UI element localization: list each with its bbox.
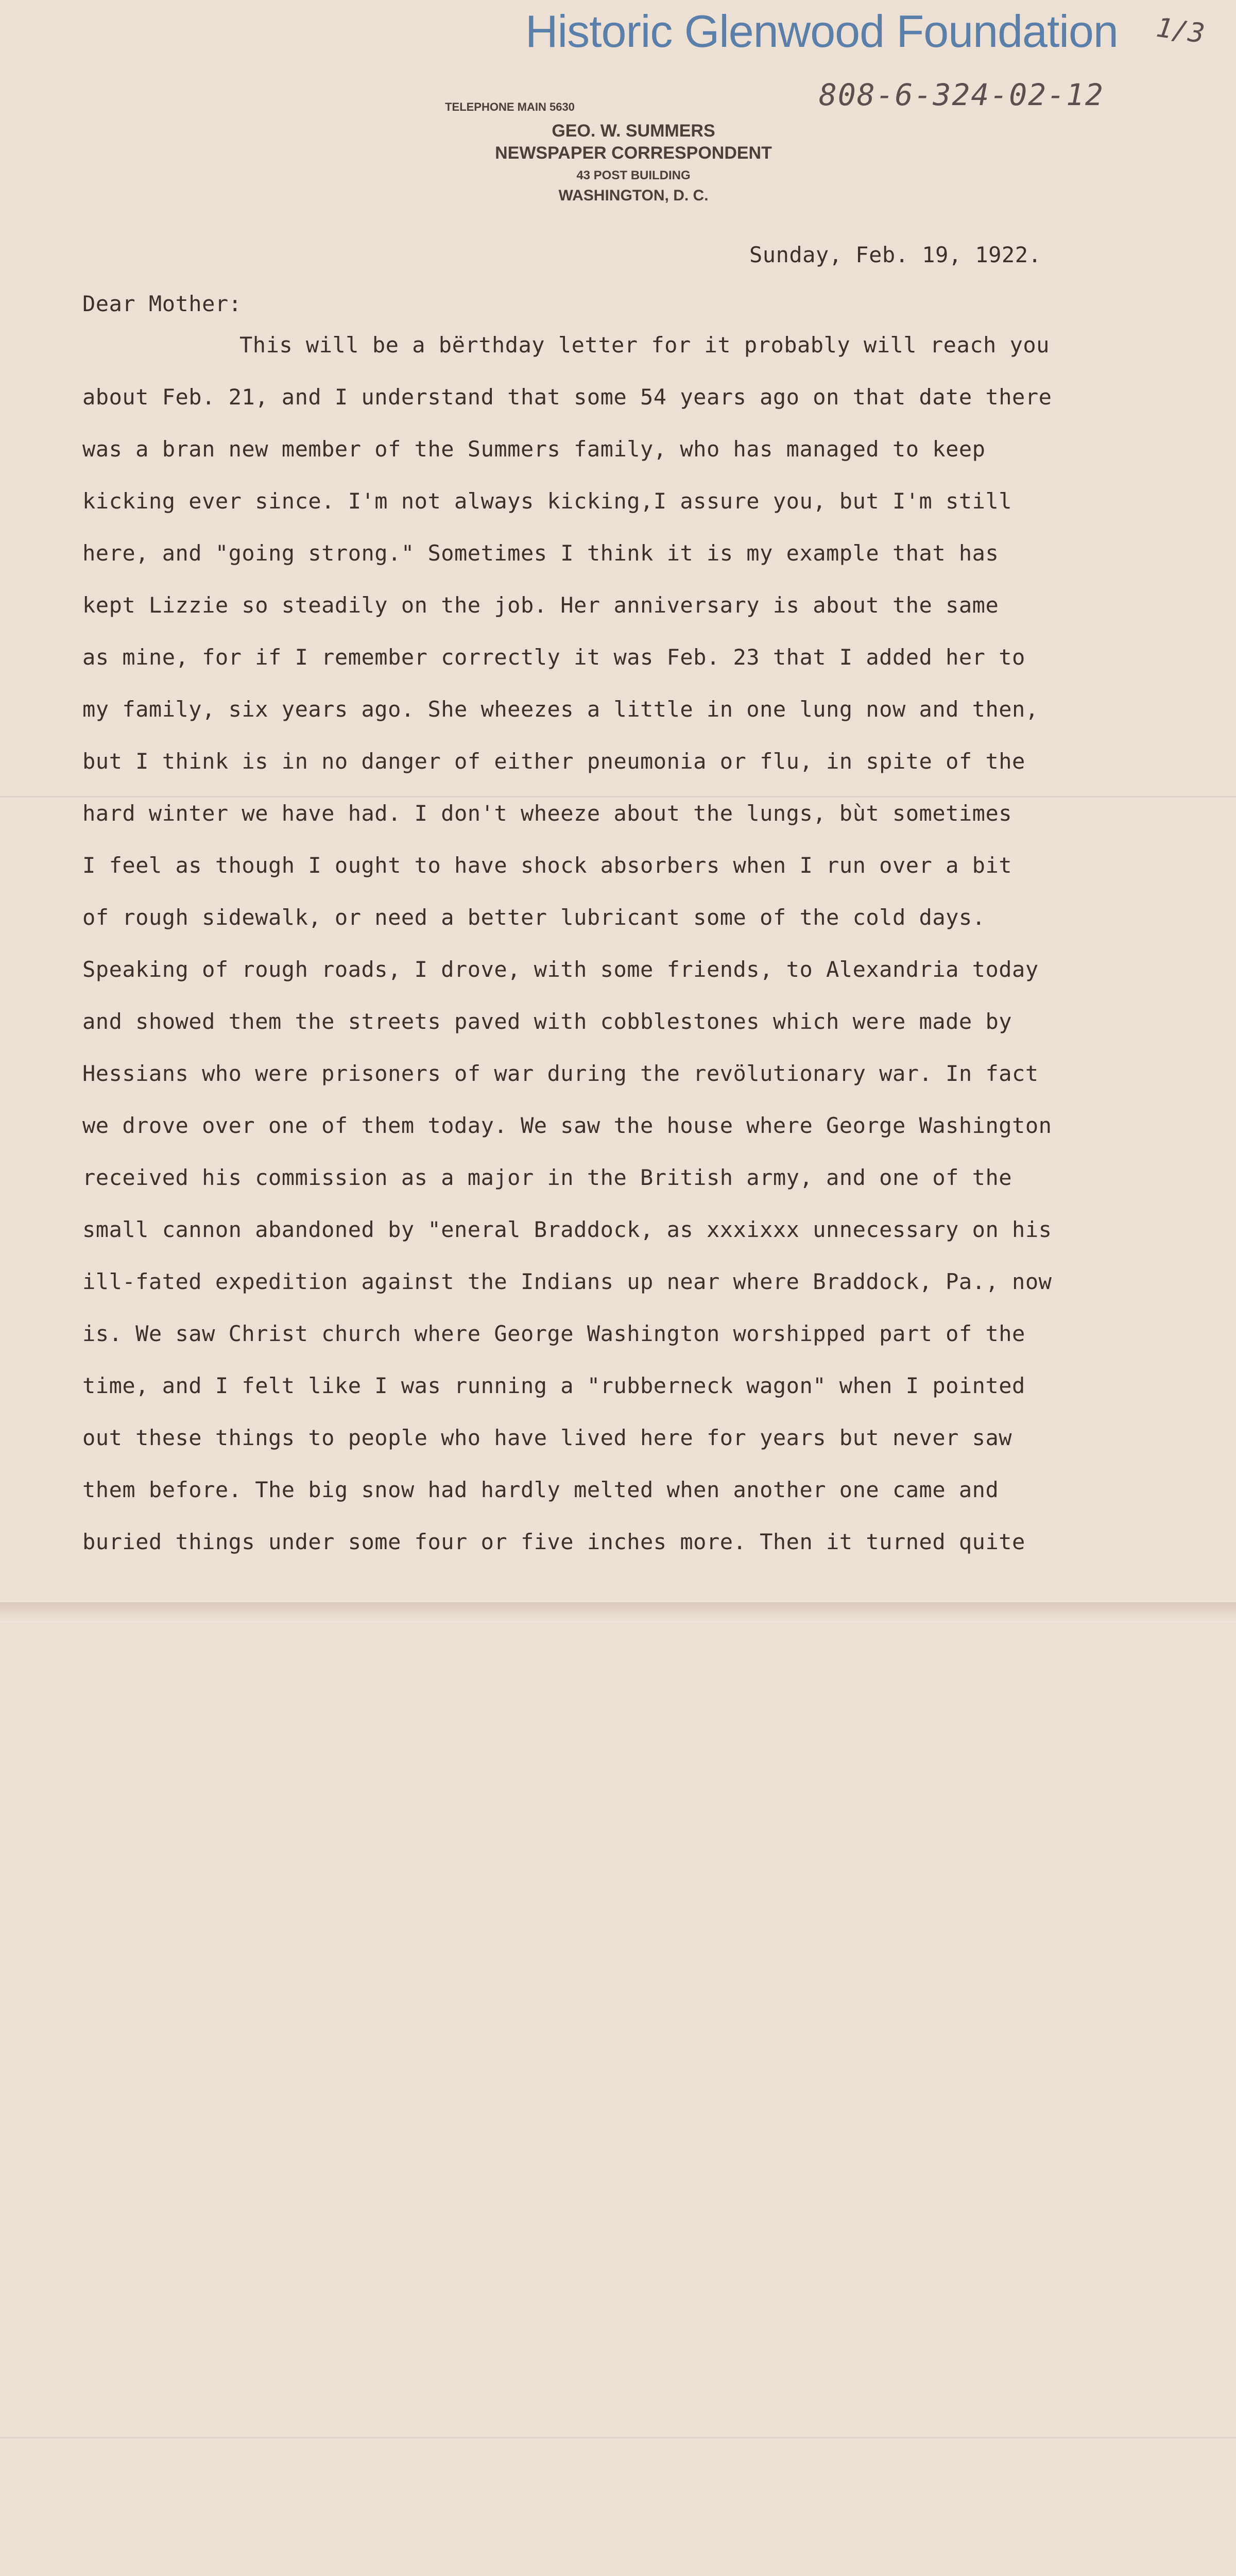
handwritten-accession-number: 808-6-324-02-12 <box>819 77 1104 112</box>
paper-fold <box>0 2437 1236 2440</box>
typed-line: buried things under some four or five inches more. Then it turned quite <box>82 1529 1025 1554</box>
paper-fold <box>0 796 1236 799</box>
typed-line: kept Lizzie so steadily on the job. Her anniversary is about the same <box>82 592 999 618</box>
typed-line: as mine, for if I remember correctly it was Feb. 23 that I added her to <box>82 645 1025 670</box>
typed-line: received his commission as a major in the British army, and one of the <box>82 1165 1012 1190</box>
typed-line: we drove over one of them today. We saw the house where George Washington <box>82 1113 1052 1138</box>
letterhead <box>402 100 865 205</box>
typed-line: hard winter we have had. I don't wheeze about the lungs, bùt sometimes <box>82 801 1012 826</box>
typed-line: about Feb. 21, and I understand that some 54 years ago on that date there <box>82 384 1052 410</box>
page-divider <box>0 1602 1236 1623</box>
typed-line: time, and I felt like I was running a "rubberneck wagon" when I pointed <box>82 1373 1025 1398</box>
typed-line: but I think is in no danger of either pneumonia or flu, in spite of the <box>82 749 1025 774</box>
letterhead-name: GEO. W. SUMMERS <box>552 121 715 141</box>
letterhead-address: 43 POST BUILDING <box>576 168 691 182</box>
typed-line: small cannon abandoned by "eneral Braddock, as xxxixxx unnecessary on his <box>82 1217 1052 1242</box>
typed-line: out these things to people who have lived here for years but never saw <box>82 1425 1012 1450</box>
handwritten-page-number: 1/3 <box>1154 12 1207 50</box>
typed-line: Speaking of rough roads, I drove, with some friends, to Alexandria today <box>82 957 1039 982</box>
letterhead-role: NEWSPAPER CORRESPONDENT <box>495 143 772 163</box>
typed-line: is. We saw Christ church where George Washington worshipped part of the <box>82 1321 1025 1346</box>
typed-line: kicking ever since. I'm not always kicking,I assure you, but I'm still <box>82 488 1012 514</box>
typed-line: and showed them the streets paved with cobblestones which were made by <box>82 1009 1012 1034</box>
typed-line: Hessians who were prisoners of war during the revölutionary war. In fact <box>82 1061 1039 1086</box>
typed-line: of rough sidewalk, or need a better lubricant some of the cold days. <box>82 905 986 930</box>
typed-line: was a bran new member of the Summers family, who has managed to keep <box>82 436 986 462</box>
salutation: Dear Mother: <box>82 291 242 316</box>
letterhead-city: WASHINGTON, D. C. <box>558 187 709 204</box>
typed-line: This will be a bërthday letter for it probably will reach you <box>239 332 1050 358</box>
typed-line: I feel as though I ought to have shock absorbers when I run over a bit <box>82 853 1012 878</box>
typed-line: here, and "going strong." Sometimes I think it is my example that has <box>82 540 999 566</box>
archive-stamp: Historic Glenwood Foundation <box>525 6 1118 57</box>
letterhead-phone: TELEPHONE MAIN 5630 <box>445 100 575 113</box>
letter-date: Sunday, Feb. 19, 1922. <box>749 242 1042 267</box>
typed-line: my family, six years ago. She wheezes a little in one lung now and then, <box>82 697 1039 722</box>
letter-page-2 <box>0 1623 1236 2576</box>
typed-line: ill-fated expedition against the Indians up near where Braddock, Pa., now <box>82 1269 1052 1294</box>
typed-line: them before. The big snow had hardly melted when another one came and <box>82 1477 999 1502</box>
